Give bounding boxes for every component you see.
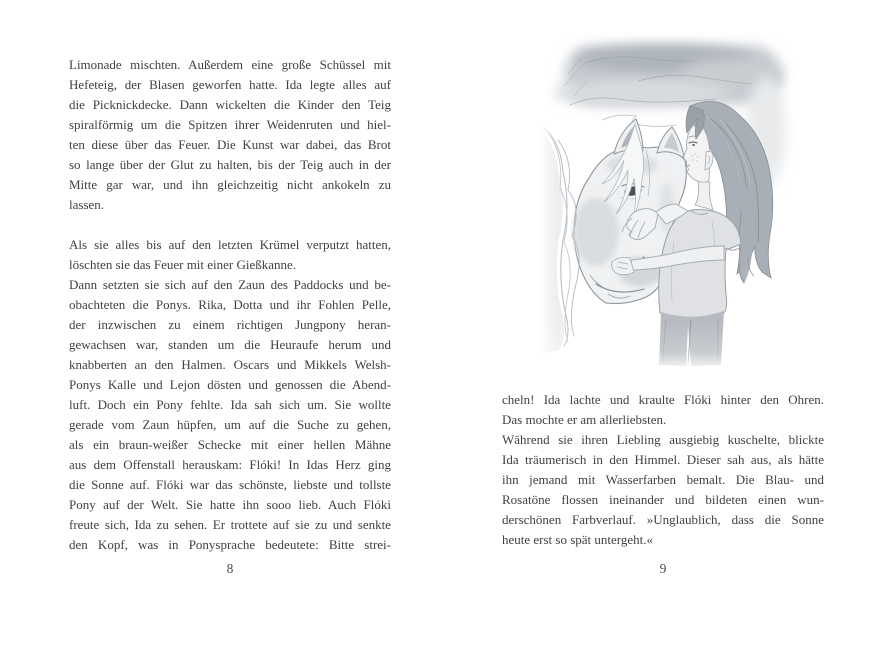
text-line: Hefeteig, der Blasen geworfen hatte. Ida legte alles auf [69, 77, 391, 92]
text-line: Während sie ihren Liebling ausgiebig kuschelte, blickte [502, 432, 824, 447]
text-line: der inzwischen zu einem richtigen Jungpony heran- [69, 317, 391, 332]
text-line: heute erst so spät untergeht.« [502, 532, 654, 547]
girl-petting-pony-illustration [540, 32, 800, 382]
text-line: lassen. [69, 197, 105, 212]
text-line: gerade vom Zaun hüpfen, um auf die Suche zu gehen, [69, 417, 391, 432]
illustration-bottom-fade [540, 322, 800, 382]
left-page-number: 8 [226, 561, 234, 576]
paragraph-gap [69, 215, 391, 235]
text-line: Pony auf der Welt. Sie hatte ihn sooo lieb. Auch Flóki [69, 497, 391, 512]
text-line: aus dem Offenstall herauskam: Flóki! In Idas Herz ging [69, 457, 391, 472]
text-line: Das mochte er am allerliebsten. [502, 412, 667, 427]
text-line: gewachsen war, standen um die Heuraufe herum und [69, 337, 391, 352]
text-line: spiralförmig um die Spitzen ihrer Weidenruten und hiel- [69, 117, 391, 132]
text-line: cheln! Ida lachte und kraulte Flóki hinter den Ohren. [502, 392, 824, 407]
text-line: luft. Doch ein Pony fehlte. Ida sah sich um. Sie wollte [69, 397, 391, 412]
text-line: Als sie alles bis auf den letzten Krümel verputzt hatten, [69, 237, 391, 252]
illustration-left-fade [540, 32, 556, 382]
right-page-number: 9 [659, 561, 667, 576]
text-line: Ida träumerisch in den Himmel. Dieser sah aus, als hätte [502, 452, 824, 467]
left-page-text [69, 55, 391, 555]
text-line: als ein braun-weißer Schecke mit einer hellen Mähne [69, 437, 391, 452]
text-line: Mitte gar war, und ihn gleichzeitig nicht ankokeln zu [69, 177, 391, 192]
text-line: derschönen Farbverlauf. »Unglaublich, dass die Sonne [502, 512, 824, 527]
text-line: ten diese über das Feuer. Die Kunst war dabei, das Brot [69, 137, 391, 152]
text-line: obachteten die Ponys. Rika, Dotta und ihr Fohlen Pelle, [69, 297, 391, 312]
text-line: Limonade mischten. Außerdem eine große Schüssel mit [69, 57, 391, 72]
text-line: knabberten an den Halmen. Oscars und Mikkels Welsh- [69, 357, 391, 372]
text-line: löschten sie das Feuer mit einer Gießkanne. [69, 257, 297, 272]
text-line: Dann setzten sie sich auf den Zaun des Paddocks und be- [69, 277, 391, 292]
text-line: den Kopf, was in Ponysprache bedeutete: Bitte strei- [69, 537, 391, 552]
text-line: Rosatöne flossen ineinander und bildeten einen wun- [502, 492, 824, 507]
text-line: ihn jemand mit Wasserfarben bemalt. Die Blau- und [502, 472, 824, 487]
text-line: Ponys Kalle und Lejon dösten und genossen die Abend- [69, 377, 391, 392]
right-page-text [502, 390, 824, 550]
text-line: so lange über der Glut zu halten, bis der Teig auch in der [69, 157, 391, 172]
text-line: die Picknickdecke. Dann wickelten die Kinder den Teig [69, 97, 391, 112]
text-line: freute sich, Ida zu sehen. Er trottete auf sie zu und senkte [69, 517, 391, 532]
text-line: die Sonne auf. Flóki war das schönste, liebste und tollste [69, 477, 391, 492]
